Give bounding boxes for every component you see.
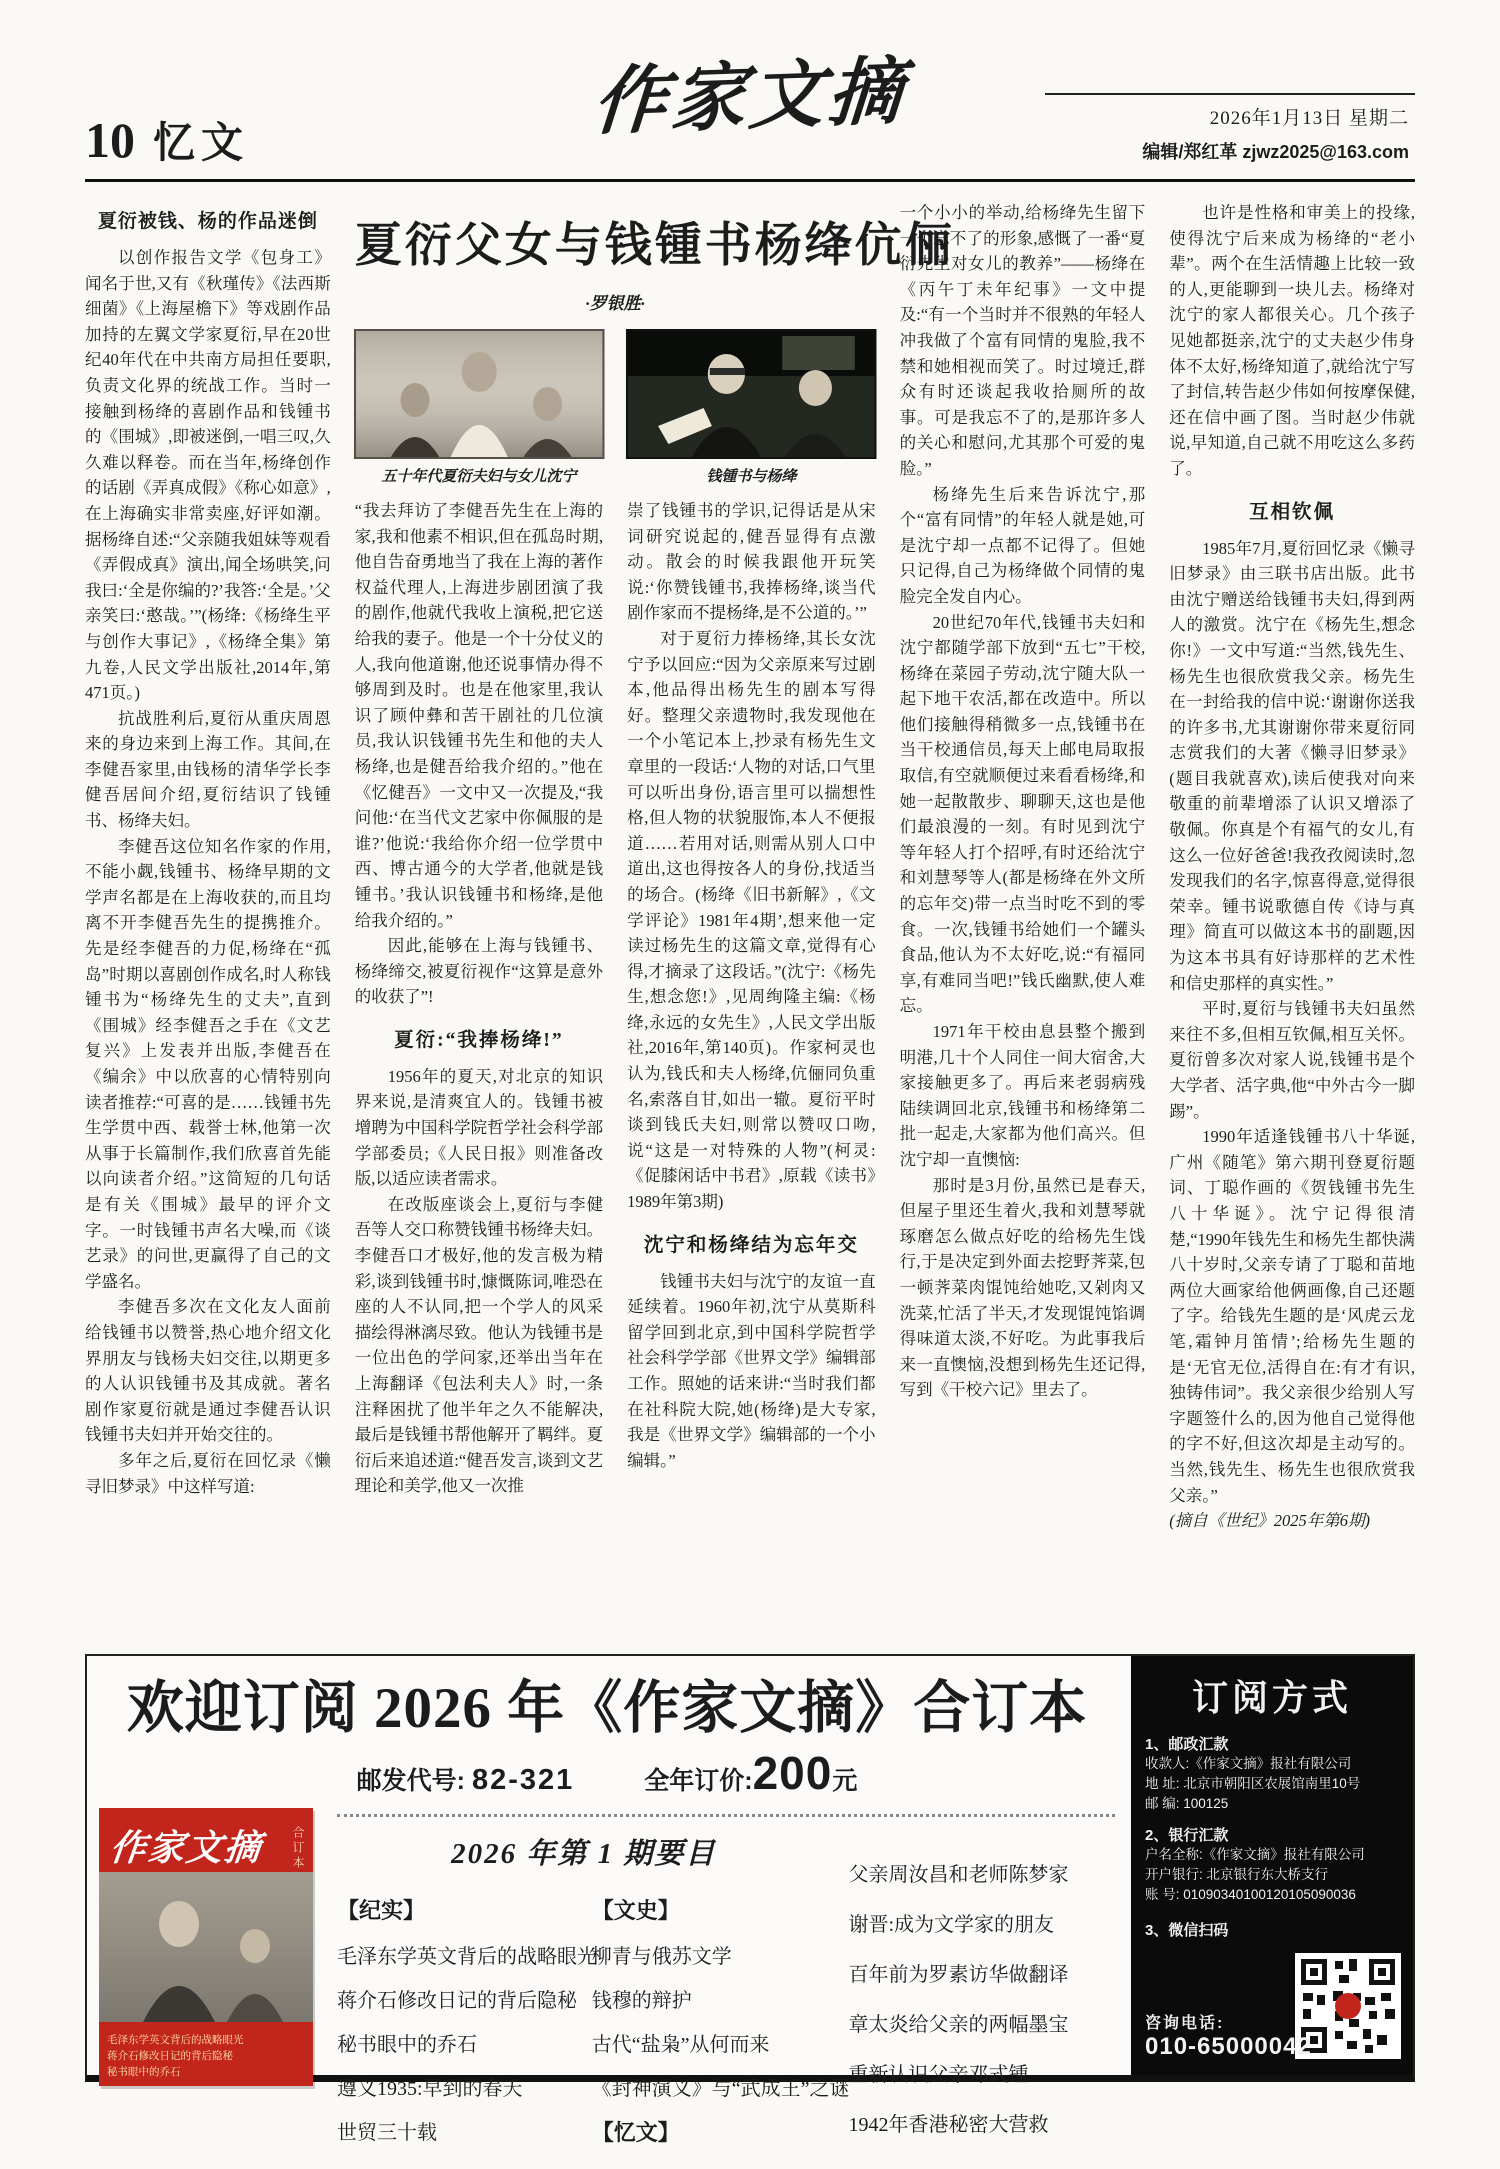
column-3	[627, 498, 875, 1638]
method-bank-head: 2、银行汇款	[1145, 1827, 1229, 1844]
method-wechat-head: 3、微信扫码	[1145, 1922, 1229, 1939]
paragraph: 抗战胜利后,夏衍从重庆周恩来的身边来到上海工作。其间,在李健吾家里,由钱杨的清华学长李健吾居间介绍,夏衍结识了钱锺书、杨绛夫妇。	[85, 708, 331, 831]
paragraph: 以创作报告文学《包身工》闻名于世,又有《秋瑾传》《法西斯细菌》《上海屋檐下》等戏剧作品加持的左翼文学家夏衍,早在20世纪40年代在中共南方局担任要职,负责文化界的统战工作。当时一接触到杨绛的喜剧作品和钱锺书的《围城》,即被迷倒,一唱三叹,久久难以释卷。而在当年,杨绛创作的话剧《弄真成假》《称心如意》,在上海确实非常卖座,好评如潮。据杨绛自述:“父亲随我姐妹等观看《弄假成真》演出,闻全场哄笑,问我曰:‘全是你编的?’我答:‘全是。’父亲笑曰:‘憨哉。’”(杨绛:《杨绛生平与创作大事记》,《杨绛全集》第九卷,人民文学出版社,2014年,第471页。)	[85, 248, 331, 703]
article-body	[85, 200, 1415, 1638]
dotted-divider	[337, 1814, 1115, 1817]
section-name: 忆文	[153, 121, 250, 167]
ad-main-area	[87, 1656, 1131, 2145]
cover-line: 秘书眼中的乔石	[107, 2066, 181, 2078]
ad-meta-row	[99, 1746, 1115, 1800]
paragraph: 平时,夏衍与钱锺书夫妇虽然来往不多,但相互钦佩,相互关怀。夏衍曾多次对家人说,钱锺书是个大学者、活字典,他“中外古今一脚踢”。	[1169, 999, 1415, 1121]
toc-item: 钱穆的辩护	[591, 1990, 692, 2012]
paragraph: 1956年的夏天,对北京的知识界来说,是清爽宜人的。钱锺书被增聘为中国科学院哲学社会科学部学部委员;《人民日报》则准备改版,以适应读者需求。	[354, 1066, 604, 1189]
subscribe-panel	[1131, 1656, 1413, 2075]
article-title: 夏衍父女与钱锺书杨绛伉俪	[354, 220, 955, 272]
section-subhead: 沈宁和杨绛结为忘年交	[643, 1234, 859, 1256]
paragraph: 钱锺书夫妇与沈宁的友谊一直延续着。1960年初,沈宁从莫斯科留学回到北京,到中国科学院哲学社会科学学部《世界文学》编辑部工作。照她的话来讲:“当时我们都在社科院大院,她(杨绛)是大专家,我是《世界文学》编辑部的一个小编辑。”	[627, 1271, 876, 1470]
photo-caption: 五十年代夏衍夫妇与女儿沈宁	[381, 469, 577, 485]
paragraph: 杨绛先生后来告诉沈宁,那个“富有同情”的年轻人就是她,可是沈宁却一点都不记得了。但她只记得,自己为杨绛做个同情的鬼脸完全发自内心。	[899, 484, 1146, 606]
toc-item: 遵义1935:早到的春天	[337, 2078, 523, 2100]
postal-code-block	[357, 1761, 575, 1797]
toc-item: 毛泽东学英文背后的战略眼光	[337, 1946, 597, 1968]
price-label: 全年订价:	[644, 1767, 753, 1795]
phone-block	[1145, 2010, 1312, 2061]
toc-item: 世贸三十载	[337, 2122, 437, 2144]
paragraph: 在改版座谈会上,夏衍与李健吾等人交口称赞钱锺书杨绛夫妇。李健吾口才极好,他的发言极为精彩,谈到钱锺书时,慷慨陈词,唯恐在座的人不认同,把一个学人的风采描绘得淋漓尽致。他认为钱锺书是一位出色的学问家,还举出当年在上海翻译《包法利夫人》时,一条注释困扰了他半年之久不能解决,最后是钱锺书帮他解开了羁绊。夏衍后来追述道:“健吾发言,谈到文艺理论和美学,他又一次推	[354, 1194, 604, 1496]
center-text-columns	[355, 498, 876, 1638]
sub-article-heading: 夏衍被钱、杨的作品迷倒	[97, 211, 318, 232]
paragraph: 因此,能够在上海与钱锺书、杨绛缔交,被夏衍视作“这算是意外的收获了”!	[354, 936, 604, 1007]
toc-item: 秘书眼中的乔石	[337, 2034, 477, 2056]
paragraph: 崇了钱锺书的学识,记得话是从宋词研究说起的,健吾显得有点激动。散会的时候我跟他开玩笑说:‘你赞钱锺书,我捧杨绛,谈当代剧作家而不提杨绛,是不公道的。’”	[627, 501, 876, 623]
article-byline: ·罗银胜·	[585, 294, 645, 313]
toc-title: 2026 年第 1 期要目	[451, 1838, 717, 1870]
page-number-block	[85, 110, 249, 170]
price-block	[644, 1746, 857, 1800]
subscribe-title: 订阅方式	[1191, 1677, 1352, 1718]
toc-section-label: 【纪实】	[337, 1898, 426, 1923]
account-number-line: 账 号: 01090340100120105090036	[1145, 1887, 1356, 1902]
paragraph: “我去拜访了李健吾先生在上海的家,我和他素不相识,但在孤岛时期,他自告奋勇地当了我在上海的著作权益代理人,上海进步剧团演了我的剧作,他就代我收上演税,把它送给我的妻子。他是一个十分仗义的人,我向他道谢,他还说事情办得不够周到及时。也是在他家里,我认识了顾仲彝和苦干剧社的几位演员,我认识钱锺书先生和他的夫人杨绛,也是健吾给我介绍的。”他在《忆健吾》一文中又一次提及,“我问他:‘在当代文艺家中你佩服的是谁?’他说:‘我给你介绍一位学贯中西、博古通今的大学者,他就是钱锺书。’我认识钱锺书和杨绛,是他给我介绍的。”	[354, 501, 604, 930]
couple-photo-image	[627, 330, 875, 458]
cover-masthead: 作家文摘	[108, 1828, 265, 1868]
toc-item: 蒋介石修改日记的背后隐秘	[337, 1990, 577, 2012]
toc-item: 《封神演义》与“武成王”之谜	[591, 2078, 850, 2100]
price-value: 200	[752, 1747, 833, 1799]
paragraph: 李健吾多次在文化友人面前给钱锺书以赞誉,热心地介绍文化界朋友与钱杨夫妇交往,以期更多的人认识钱锺书及其成就。著名剧作家夏衍就是通过李健吾认识钱锺书夫妇并开始交往的。	[85, 1297, 331, 1445]
toc-section-label: 【忆文】	[591, 2120, 680, 2145]
toc-left-block	[337, 1825, 850, 2161]
column-4	[900, 200, 1146, 1638]
toc-item: 重新认识父亲邓式锺	[848, 2064, 1029, 2086]
subscription-ad	[85, 1654, 1415, 2145]
issue-date: 2026年1月13日 星期二	[1045, 93, 1415, 136]
toc-column-right	[849, 1825, 1116, 2161]
photo-row	[355, 330, 876, 498]
toc-item: 柳青与俄苏文学	[591, 1946, 732, 1968]
masthead-logo: 作家文摘	[560, 32, 941, 151]
page-header	[85, 0, 1415, 182]
method-postal-head: 1、邮政汇款	[1145, 1736, 1229, 1753]
address-line: 地 址: 北京市朝阳区农展馆南里10号	[1145, 1776, 1361, 1791]
photo-family	[355, 330, 603, 498]
postal-code-value: 82-321	[471, 1764, 575, 1796]
center-columns	[354, 200, 955, 1638]
toc-item: 1942年香港秘密大营救	[848, 2114, 1049, 2136]
paragraph: 20世纪70年代,钱锺书夫妇和沈宁都随学部下放到“五七”干校,杨绛在菜园子劳动,沈宁随大队一起下地干农活,都在改造中。所以他们接触得稍微多一点,钱锺书在当干校通信员,每天上邮电局取报取信,有空就顺便过来看看杨绛,和她一起散散步、聊聊天,这也是他们最浪漫的一刻。有时见到沈宁等年轻人打个招呼,有时还给沈宁和刘慧琴等人(都是杨绛在外文所的忘年交)带一点当时吃不到的零食。一次,钱锺书给她们一个罐头食品,他认为不太好吃,说:“有福同享,有难同当吧!”钱氏幽默,使人难忘。	[899, 612, 1146, 1016]
date-block	[1045, 93, 1415, 172]
paragraph: 对于夏衍力捧杨绛,其长女沈宁予以回应:“因为父亲原来写过剧本,他品得出杨先生的剧本写得好。整理父亲遗物时,我发现他在一个小笔记本上,抄录有杨先生文章里的一段话:‘人物的对话,口气里可以听出身份,语言里可以揣想性格,但人物的状貌服饰,本人不便报道……若用对话,则需从别人口中道出,这也得按各人的身份,找适当的场合。(杨绛《旧书新解》,《文学评论》1981年4期’,想来他一定读过杨先生的这篇文章,觉得有心得,才摘录了这段话。”(沈宁:《杨先生,想念您!》,见周绚隆主编:《杨绛,永远的女先生》,人民文学出版社,2016年,第140页)。作家柯灵也认为,钱氏和夫人杨绛,伉俪同负重名,索落自甘,如出一辙。夏衍平时谈到钱氏夫妇,则常以赞叹口吻,说“这是一对特殊的人物”(柯灵:《促膝闲话中书君》,原载《读书》1989年第3期)	[627, 628, 876, 1212]
paragraph: 1971年干校由息县整个搬到明港,几十个人同住一间大宿舍,大家接触更多了。再后来老弱病残陆续调回北京,钱锺书和杨绛第二批一起走,大家都为他们高兴。但沈宁却一直懊恼:	[899, 1022, 1146, 1169]
ad-headline: 欢迎订阅 2026 年《作家文摘》合订本	[126, 1677, 1088, 1740]
toc-item: 谢晋:成为文学家的朋友	[848, 1914, 1055, 1936]
paragraph: 多年之后,夏衍在回忆录《懒寻旧梦录》中这样写道:	[85, 1450, 331, 1496]
paragraph: 也许是性格和审美上的投缘,使得沈宁后来成为杨绛的“老小辈”。两个在生活情趣上比较一致的人,更能聊到一块儿去。杨绛对沈宁的家人都很关心。几个孩子见她都挺亲,沈宁的丈夫赵少伟身体不太好,杨绛知道了,就给沈宁写了封信,转告赵少伟如何按摩保健,还在信中画了图。当时赵少伟就说,早知道,自己就不用吃这么多药了。	[1169, 203, 1415, 478]
toc-column-jishi	[337, 1882, 597, 2161]
account-name-line: 户名全称:《作家文摘》报社有限公司	[1145, 1847, 1365, 1862]
cover-edition-label: 合订本	[291, 1826, 305, 1871]
paragraph: 那时是3月份,虽然已是春天,但屋子里还生着火,我和刘慧琴就琢磨怎么做点好吃的给杨先生饯行,于是决定到外面去挖野荠菜,包一顿荠菜肉馄饨给她吃,又剁肉又洗菜,忙活了半天,才发现馄饨馅调得味道太淡,不好吃。为此事我后来一直懊恼,没想到杨先生还记得,写到《干校六记》里去了。	[899, 1175, 1146, 1400]
phone-label: 咨询电话:	[1145, 2015, 1225, 2032]
toc-item: 古代“盐枭”从何而来	[591, 2034, 770, 2056]
toc-item: 章太炎给父亲的两幅墨宝	[848, 2014, 1069, 2036]
toc-item: 父亲周汝昌和老师陈梦家	[848, 1864, 1069, 1886]
bank-line: 开户银行: 北京银行东大桥支行	[1145, 1867, 1329, 1882]
editor-contact: 编辑/郑红革 zjwz2025@163.com	[1142, 142, 1409, 162]
page-number: 10	[85, 112, 135, 168]
paragraph: 1985年7月,夏衍回忆录《懒寻旧梦录》由三联书店出版。此书由沈宁赠送给钱锺书夫妇,得到两人的激赏。沈宁在《杨先生,想念你!》一文中写道:“当然,钱先生、杨先生也很欣赏我父亲。杨先生在一封给我的信中说:‘谢谢你送我的许多书,尤其谢谢你带来夏衍同志赏我们的大著《懒寻旧梦录》(题目我就喜欢),读后使我对向来敬重的前辈增添了认识又增添了敬佩。你真是个有福气的女儿,有这么一位好爸爸!我孜孜阅读时,忽发现我们的名字,惊喜得意,觉得很荣幸。锺书说歌德自传《诗与真理》简直可以做这本书的副题,因为这本书具有好诗那样的艺术性和信史那样的真实性。”	[1169, 538, 1415, 993]
toc-item: 百年前为罗素访华做翻译	[848, 1964, 1069, 1986]
cover-headline-lines	[107, 2032, 305, 2080]
section-subhead: 互相钦佩	[1249, 501, 1336, 523]
article-source: (摘自《世纪》2025年第6期)	[1169, 1511, 1371, 1531]
section-subhead: 夏衍:“我捧杨绛!”	[394, 1029, 564, 1051]
photo-caption: 钱锺书与杨绛	[706, 469, 797, 485]
phone-number: 010-65000042	[1145, 2033, 1312, 2060]
paragraph: 一个小小的举动,给杨绛先生留下一个忘不了的形象,感慨了一番“夏衍先生对女儿的教养”——杨绛在《丙午丁未年纪事》一文中提及:“有一个当时并不很熟的年轻人冲我做了个富有同情的鬼脸,我不禁和她相视而笑了。时过境迁,群众有时还谈起我收拾厕所的故事。可是我忘不了的,是那许多人的关心和慰问,尤其那个可爱的鬼脸。”	[899, 203, 1146, 478]
issue-toc	[313, 1808, 1115, 2161]
header-divider	[85, 179, 1415, 182]
paragraph: 1990年适逢钱锺书八十华诞,广州《随笔》第六期刊登夏衍题词、丁聪作画的《贺钱锺书先生八十华诞》。沈宁记得很清楚,“1990年钱先生和杨先生都快满八十岁时,父亲专请了丁聪和苗地两位大画家给他俩画像,自己还题了字。给钱先生题的是‘风虎云龙笔,霜钟月笛情’;给杨先生题的是‘无官无位,活得自在:有才有识,独铸伟词”。我父亲很少给别人写字题签什么的,因为他自己觉得他的字不好,但这次却是主动写的。当然,钱先生、杨先生也很欣赏我父亲。”	[1169, 1127, 1415, 1505]
toc-section-label: 【文史】	[591, 1898, 680, 1923]
magazine-cover	[99, 1808, 313, 2086]
column-2	[355, 498, 603, 1638]
cover-line: 毛泽东学英文背后的战略眼光	[107, 2034, 244, 2046]
cover-photo-image	[99, 1872, 313, 2022]
ad-body	[99, 1808, 1115, 2161]
column-1	[85, 200, 331, 1638]
photo-couple	[627, 330, 875, 498]
price-unit: 元	[832, 1767, 858, 1795]
postal-code-label: 邮发代号:	[356, 1767, 465, 1795]
zipcode-line: 邮 编: 100125	[1145, 1796, 1229, 1811]
paragraph: 李健吾这位知名作家的作用,不能小觑,钱锺书、杨绛早期的文学声名都是在上海收获的,而且均离不开李健吾先生的提携推介。先是经李健吾的力促,杨绛在“孤岛”时期以喜剧创作成名,时人称钱锺书为“杨绛先生的丈夫”,直到《围城》经李健吾之手在《文艺复兴》上发表并出版,李健吾在《编余》中以欣喜的心情特别向读者推荐:“可喜的是……钱锺书先生学贯中西、载誉士林,他第一次从事于长篇制作,我们欣喜首先能以向读者介绍。”这简短的几句话是有关《围城》最早的评介文字。一时钱锺书声名大噪,而《谈艺录》的问世,更赢得了自己的文学盛名。	[85, 836, 331, 1291]
toc-column-wenshi	[591, 1882, 850, 2161]
payee-line: 收款人:《作家文摘》报社有限公司	[1145, 1756, 1352, 1771]
column-5	[1169, 200, 1415, 1638]
cover-line: 蒋介石修改日记的背后隐秘	[107, 2050, 233, 2062]
family-photo-image	[355, 330, 603, 458]
